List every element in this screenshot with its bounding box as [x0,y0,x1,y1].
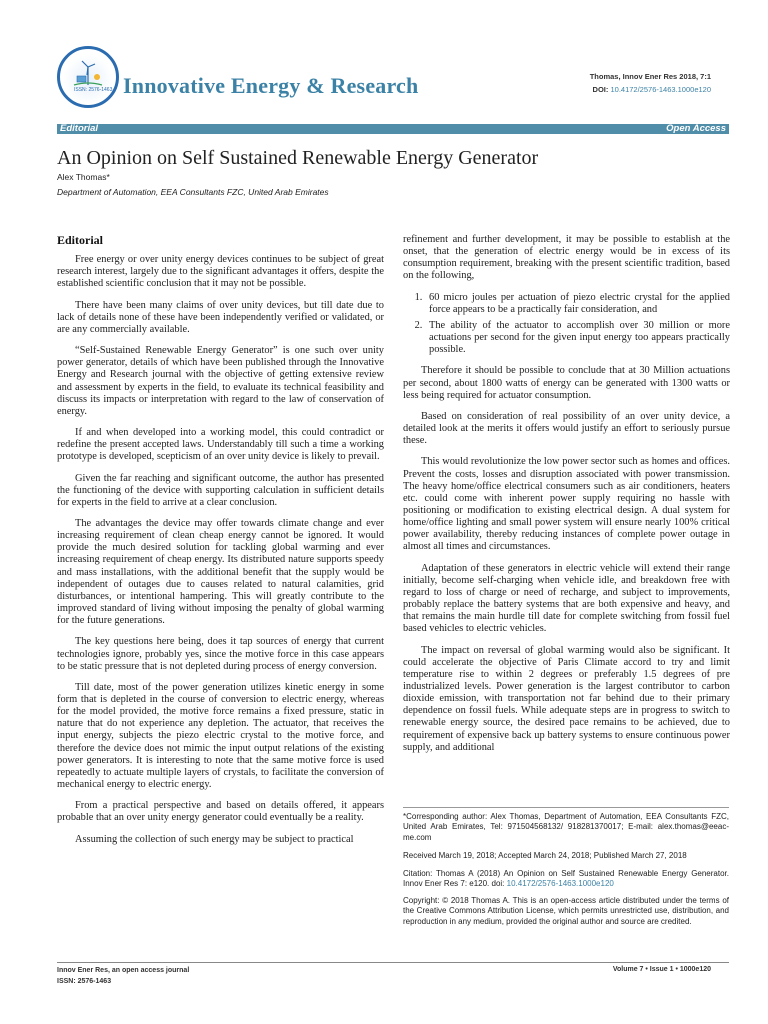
wind-turbine-icon [60,49,116,105]
numbered-list [403,292,730,357]
paragraph: There have been many claims of over unity devices, but till date due to lack of details none of these have been independently verified or validated, or are any commercially available. [57,299,384,335]
footer-volume: Volume 7 • Issue 1 • 1000e120 [612,966,711,973]
paragraph: From a practical perspective and based on details offered, it appears probable that an over unity energy generator could eventually be a reality. [57,800,384,824]
paragraph: The advantages the device may offer towards climate change and ever increasing requirement of clean cheap energy cannot be ignored. It would provide the much desired solution for tackling global warming and ever increasing requirement of cheap energy. Its distributed nature supports speedy and mass installations, with the additional benefit that the supply would be independent of outages due to causes related to natural calamities, grid disturbances, or intentional hampering. This will greatly contribute to the improved standard of living without imposing the penalty of global warming for the future generations. [57,517,384,627]
paragraph: “Self-Sustained Renewable Energy Generator” is one such over unity power generator, details of which have been published through the Innovative Energy and Research journal with the objective of getting extensive review and assessment by experts in the field, to evaluate its technical feasibility and discuss its impacts or interpretation with regard to the law of conservation of energy. [57,345,384,417]
section-type: Editorial [60,123,99,134]
footer-issn: ISSN: 2576-1463 [57,977,112,985]
paragraph: Assuming the collection of such energy may be subject to practical [75,833,354,845]
left-column [57,234,384,855]
paragraph: Adaptation of these generators in electric vehicle will extend their range initially, become self-charging when vehicle idle, and breakdown free with regard to loss of charge or need of recharge, and subject to improvements, probably replace the battery systems that are both expensive and heavy, and that remains the main hurdle till date for complete switching from fossil fuel based vehicles to electric vehicles. [403,562,730,635]
list-item: 1. 60 micro joules per actuation of piezo electric crystal for the applied force appears to be a practically fair consideration, and [425,292,730,316]
corresponding-author: *Corresponding author: Alex Thomas, Department of Automation, EEA Consultants FZC, United Arab Emirates, Tel: 971504568132/ 918281370017; E-mail: alex.thomas@eeac-me.com [403,812,729,842]
logo-issn: ISSN: 2576-1463 [74,87,113,93]
doi-line [590,83,711,96]
footer-divider [57,962,729,963]
header-citation [590,70,711,96]
citation-doi-link[interactable]: 10.4172/2576-1463.1000e120 [506,879,614,889]
section-bar [57,124,729,134]
section-heading: Editorial [57,233,104,247]
article-title: An Opinion on Self Sustained Renewable Energy Generator [57,147,539,169]
paragraph: Given the far reaching and significant outcome, the author has presented the functioning of the device with supporting calculation in sufficient details for experts in the field to arrive at a clear conclusion. [57,472,384,508]
article-dates: Received March 19, 2018; Accepted March 24, 2018; Published March 27, 2018 [403,851,687,860]
paragraph: Therefore it should be possible to conclude that at 30 Million actuations per second, about 1800 watts of energy can be generated with 1300 watts or less being required for actuator consumption. [403,365,730,401]
list-item: 2. The ability of the actuator to accomplish over 30 million or more actuations per second for the given input energy too appears practically possible. [425,320,730,356]
open-access-label: Open Access [666,123,726,134]
paragraph: Till date, most of the power generation utilizes kinetic energy in some form that is depleted in the course of conversion to electric energy, whereas for the model provided, the motive force remains a fixed pressure, static in nature that do not experience any depletion. The actuator, that receives the input energy, subjects the piezo electric crystal to the motive force, and therefore the device does not mimic the input output relations of the existing power generators. It is interesting to note that the same motive force is used repeatedly to actuate multiple layers of crystals, to facilitate the conversion of mechanical energy to electric energy. [57,681,384,791]
affiliation: Department of Automation, EEA Consultants FZC, United Arab Emirates [57,187,329,197]
citation-block [403,869,729,890]
paragraph: If and when developed into a working model, this could contradict or redefine the present accepted laws. Understandably till such a time a working prototype is developed, scepticism of an over unity device is likely to prevail. [57,427,384,463]
paragraph: refinement and further development, it may be possible to establish at the onset, that the generation of electric energy would be in excess of its consumption requirement, breaking with the present scientific tradition, based on the following, [403,234,730,282]
doi-link[interactable]: 10.4172/2576-1463.1000e120 [610,85,711,94]
paragraph: This would revolutionize the low power sector such as homes and offices. Prevent the costs, losses and disruption associated with power transmission. The heavy home/office electrical consumers such as air conditioners, heaters etc. could come with inherent power supply requiring no hassle with positioning or modification to existing electrical design. A dual system for home/office lighting and small power system will ensure nearly 100% critical power availability, thereby reducing instances of complete power outage in almost all times and circumstances. [403,456,730,553]
footer-journal [57,966,189,987]
paragraph: Based on consideration of real possibility of an over unity device, a detailed look at the merits it offers would justify an effort to seriously pursue these. [403,410,730,447]
paragraph: Free energy or over unity energy devices continues to be subject of great research interest, largely due to the significant advantages it offers, despite the established scientific conclusion that it may not be possible. [57,254,384,290]
citation-text: Citation: Thomas A (2018) An Opinion on Self Sustained Renewable Energy Generator. Innov Ener Res 7: e120. doi: [403,869,729,889]
citation-short: Thomas, Innov Ener Res 2018, 7:1 [589,72,711,81]
paragraph: The impact on reversal of global warming would also be significant. It could accelerate the objective of Paris Climate accord to try and limit temperature rise to within 2 degrees or preferably 1.5 degrees of pre industrialized levels. Power generation is the largest contributor to carbon dioxide emission, with transportation not far behind due to their primary dependence on fossil fuels. While adequate steps are in progress to switch to renewable energy source, the desired pace remains to be achieved, due to requirement of expensive back up battery systems to ensure continuous power supply, and additional [403,644,730,753]
author: Alex Thomas* [57,172,110,182]
paragraph: The key questions here being, does it tap sources of energy that current technologies ignore, probably yes, since the motive force in this case appears to be static pressure that is not depleted during process of energy conversion. [57,636,384,672]
info-divider [403,807,729,808]
doi-label: DOI: [592,85,609,94]
copyright-notice: Copyright: © 2018 Thomas A. This is an open-access article distributed under the terms of the Creative Commons Attribution License, which permits unrestricted use, distribution, and reproduction in any medium, provided the original author and source are credited. [403,896,729,926]
right-column [403,234,730,763]
journal-title[interactable]: Innovative Energy & Research [123,73,419,98]
journal-logo [57,46,119,108]
footer-journal-name: Innov Ener Res, an open access journal [57,967,190,974]
